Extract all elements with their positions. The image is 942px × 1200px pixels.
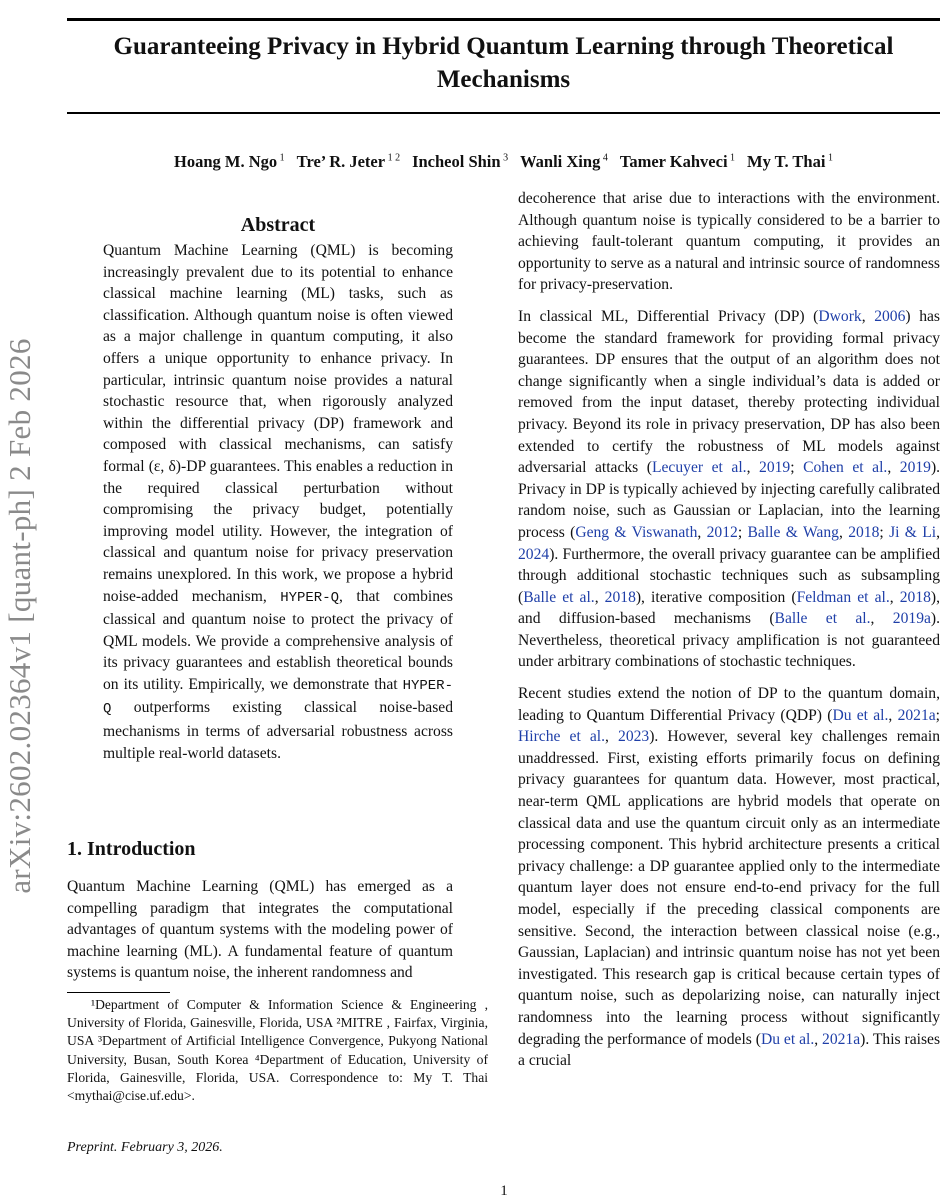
citation-link[interactable]: 2018 xyxy=(848,523,880,541)
citation-link[interactable]: 2024 xyxy=(518,545,550,563)
citation-link[interactable]: Balle et al. xyxy=(523,588,595,606)
author-affiliation: 3 xyxy=(500,152,509,164)
body-text: , xyxy=(605,728,619,746)
paragraph xyxy=(518,188,940,296)
author-affiliation: 1 xyxy=(825,152,833,164)
body-text: Recent studies extend the notion of DP to the quantum domain, leading to Quantum Differential Privacy (QDP) ( xyxy=(518,685,940,724)
body-text: , xyxy=(936,523,941,541)
body-text: , xyxy=(838,523,849,541)
author xyxy=(297,152,400,171)
body-text: decoherence that arise due to interactions with the environment. Although quantum noise is typically considered to be a barrier to achieving fault-tolerant quantum computing, it provides an opportunity to serve as a natural and intrinsic source of randomness for privacy-preservation. xyxy=(518,190,940,294)
body-text: outperforms existing classical noise-based mechanisms in terms of adversarial robustness across multiple real-world datasets. xyxy=(103,699,453,762)
body-text: , xyxy=(697,523,707,541)
body-text: ; xyxy=(790,459,804,477)
abstract-body xyxy=(103,240,453,764)
body-text: ) has become the standard framework for providing formal privacy guarantees. DP ensures that the output of an algorithm does not change significantly when a single individual’s data is added or removed from the input dataset, thereby protecting individual privacy. Beyond its role in privacy preservation, DP has also been extended to certify the robustness of ML models against adversarial attacks ( xyxy=(518,307,940,477)
paragraph xyxy=(518,306,940,673)
arxiv-identifier-sidebar: arXiv:2602.02364v1 [quant-ph] 2 Feb 2026 xyxy=(2,338,37,894)
body-text: ; xyxy=(879,523,890,541)
citation-link[interactable]: 2006 xyxy=(874,307,906,325)
author xyxy=(174,152,285,171)
author-name: My T. Thai xyxy=(747,152,826,171)
body-text: , xyxy=(888,706,898,724)
body-text: ). Furthermore, the overall privacy guarantee can be amplified through additional stochastic techniques such as subsampling ( xyxy=(518,545,940,606)
body-text: In classical ML, Differential Privacy (DP) ( xyxy=(518,307,819,325)
author-affiliation: 1 xyxy=(727,152,736,164)
body-text: Quantum Machine Learning (QML) is becoming increasingly prevalent due to its potential to enhance classical machine learning (ML) tasks, such as classification. Although quantum noise is often viewed as a major challenge in quantum computing, it also offers a unique opportunity to enhance privacy. In particular, intrinsic quantum noise provides a natural stochastic resource that, when rigorously analyzed within the differential privacy (DP) framework and composed with classical mechanisms, can satisfy formal (ε, δ)-DP guarantees. This enables a reduction in the required classical perturbation without compromising the privacy budget, potentially improving model utility. However, the integration of classical and quantum noise for privacy preservation remains unexplored. In this work, we propose a hybrid noise-added mechanism, xyxy=(103,242,453,605)
body-text: ). However, several key challenges remain unaddressed. First, existing efforts primarily focus on defining privacy guarantees for quantum data. However, most practical, near-term QML applications are hybrid models that operate on classical data and use the quantum circuit only as an intermediate processing component. This hybrid architecture presents a critical privacy challenge: a DP guarantee applied only to the intermediate quantum layer does not ensure end-to-end privacy for the full model, especially if the preceding classical components are sensitive. Second, the interaction between classical noise (e.g., Gaussian, Laplacian) and intrinsic quantum noise has not yet been investigated. This research gap is critical because certain types of quantum noise, such as depolarizing noise, can naturally inject randomness into the learning process without significantly degrading the performance of models ( xyxy=(518,728,940,1048)
body-text: ), and diffusion-based mechanisms ( xyxy=(518,588,940,628)
citation-link[interactable]: Hirche et al. xyxy=(518,728,606,746)
footnote-text: ¹Department of Computer & Information Science & Engineering , University of Florida, Gainesville, Florida, USA ²MITRE , Fairfax, Virginia, USA ³Department of Artificial Intelligence Convergence, Pukyong National University, Busan, South Korea ⁴Department of Education, University of Florida, Gainesville, Florida, USA. Correspondence to: My T. Thai <mythai@cise.uf.edu>. xyxy=(67,997,488,1104)
right-column xyxy=(518,188,940,1082)
body-text: ). Nevertheless, theoretical privacy amplification is not guaranteed under arbitrary combinations of stochastic techniques. xyxy=(518,610,940,671)
body-text: , xyxy=(814,1030,823,1048)
citation-link[interactable]: Ji & Li xyxy=(889,523,937,541)
author-name: Incheol Shin xyxy=(412,152,501,171)
title-bottom-rule xyxy=(67,112,940,114)
body-text: , xyxy=(746,459,760,477)
body-text: Quantum Machine Learning (QML) has emerged as a compelling paradigm that integrates the computational advantages of quantum systems with the modeling power of machine learning (ML). A fundamental feature of quantum systems is quantum noise, the inherent randomness and xyxy=(67,878,453,982)
introduction-paragraph xyxy=(67,876,453,984)
author-list xyxy=(67,152,940,172)
preprint-date: Preprint. February 3, 2026. xyxy=(67,1140,223,1155)
citation-link[interactable]: Balle & Wang xyxy=(747,523,839,541)
footnote-rule xyxy=(67,992,170,993)
citation-link[interactable]: 2018 xyxy=(604,588,636,606)
body-text: ; xyxy=(935,706,941,724)
citation-link[interactable]: Balle et al. xyxy=(774,610,871,628)
author-affiliation: 1 xyxy=(277,152,285,164)
page-number: 1 xyxy=(500,1183,508,1199)
author-affiliation: 4 xyxy=(600,152,608,164)
citation-link[interactable]: Dwork xyxy=(818,307,862,325)
author-affiliation: 1 2 xyxy=(385,152,401,164)
body-text: ). Privacy in DP is typically achieved by injecting carefully calibrated random noise, such as Gaussian or Laplacian, into the learning process ( xyxy=(518,459,941,541)
paragraph xyxy=(518,683,940,1072)
body-text: , that combines classical and quantum noise to protect the privacy of QML models. We provide a comprehensive analysis of its privacy guarantees and establish theoretical bounds on its utility. Empirically, we demonstrate that xyxy=(103,587,453,693)
body-text: ). This raises a crucial xyxy=(518,1030,941,1070)
affiliations-footnote xyxy=(67,996,488,1105)
body-text: , xyxy=(889,588,900,606)
section-heading-introduction: 1. Introduction xyxy=(67,838,196,860)
abstract xyxy=(103,212,453,774)
author xyxy=(620,152,735,171)
method-name: HYPER-Q xyxy=(280,589,340,606)
citation-link[interactable]: Cohen et al. xyxy=(803,459,888,477)
body-text: ; xyxy=(737,523,748,541)
citation-link[interactable]: Geng & Viswanath xyxy=(575,523,698,541)
paper-title: Guaranteeing Privacy in Hybrid Quantum Learning through Theoretical Mechanisms xyxy=(113,33,894,93)
body-text: , xyxy=(594,588,605,606)
citation-link[interactable]: Lecuyer et al. xyxy=(651,459,747,477)
citation-link[interactable]: 2021a xyxy=(822,1030,861,1048)
author-name: Tamer Kahveci xyxy=(619,152,728,171)
author-name: Wanli Xing xyxy=(520,152,601,171)
citation-link[interactable]: 2019 xyxy=(759,459,791,477)
citation-link[interactable]: 2019a xyxy=(892,610,931,628)
citation-link[interactable]: 2018 xyxy=(899,588,931,606)
body-text: , xyxy=(887,459,900,477)
body-text: , xyxy=(861,307,875,325)
body-text: , xyxy=(870,610,893,628)
method-name: HYPER-Q xyxy=(103,677,453,718)
body-text: ), iterative composition ( xyxy=(635,588,797,606)
citation-link[interactable]: Du et al. xyxy=(832,706,889,724)
citation-link[interactable]: 2019 xyxy=(899,459,931,477)
author xyxy=(412,152,508,171)
abstract-heading: Abstract xyxy=(240,214,316,236)
citation-link[interactable]: 2023 xyxy=(618,728,650,746)
top-rule xyxy=(67,18,940,21)
author xyxy=(520,152,608,171)
citation-link[interactable]: 2021a xyxy=(897,706,936,724)
author-name: Hoang M. Ngo xyxy=(174,152,278,171)
citation-link[interactable]: Du et al. xyxy=(760,1030,815,1048)
citation-link[interactable]: 2012 xyxy=(706,523,738,541)
author xyxy=(747,152,833,171)
author-name: Tre’ R. Jeter xyxy=(296,152,386,171)
citation-link[interactable]: Feldman et al. xyxy=(796,588,890,606)
